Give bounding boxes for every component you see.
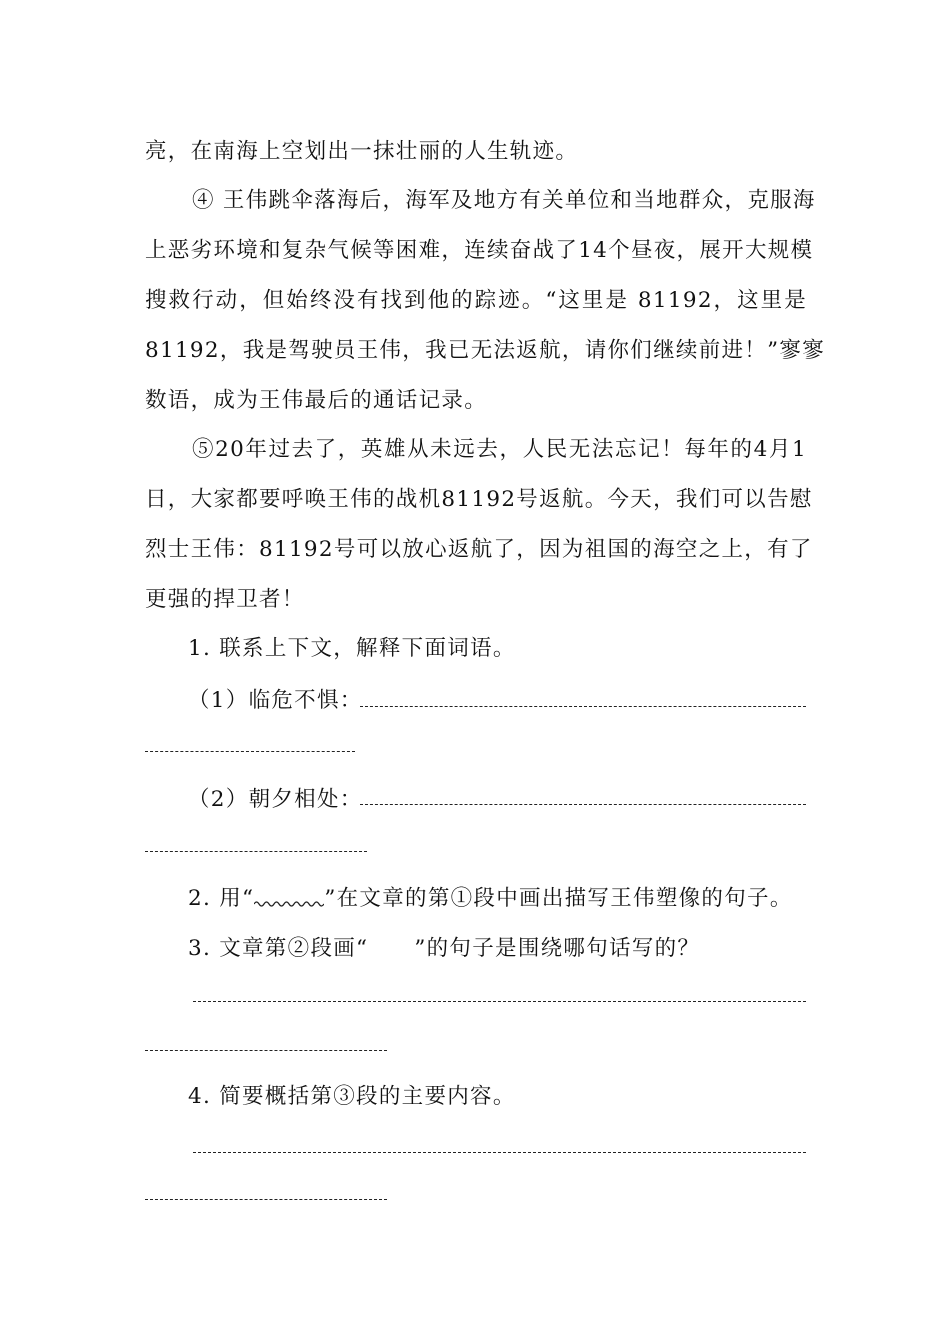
paragraph-5-line-4: 更强的捍卫者！ xyxy=(145,587,305,612)
paragraph-5-line-1: ⑤20年过去了，英雄从未远去，人民无法忘记！每年的4月1 xyxy=(192,437,807,462)
answer-line[interactable] xyxy=(193,1001,806,1002)
wavy-underline-symbol xyxy=(254,899,324,909)
passage-line: 亮，在南海上空划出一抹壮丽的人生轨迹。 xyxy=(145,139,579,164)
question-3-text-before: 3. 文章第②段画“ xyxy=(188,936,369,961)
answer-line[interactable] xyxy=(145,1050,387,1051)
answer-line[interactable] xyxy=(193,1152,806,1153)
answer-line[interactable] xyxy=(360,706,806,707)
paragraph-5-line-2: 日，大家都要呼唤王伟的战机81192号返航。今天，我们可以告慰 xyxy=(145,487,813,512)
paragraph-4-line-2: 上恶劣环境和复杂气候等困难，连续奋战了14个昼夜，展开大规模 xyxy=(145,238,814,263)
question-2-text-after: ”在文章的第①段中画出描写王伟塑像的句子。 xyxy=(324,886,793,911)
question-3 xyxy=(188,934,808,964)
answer-line[interactable] xyxy=(360,804,806,805)
paragraph-4-line-5: 数语，成为王伟最后的通话记录。 xyxy=(145,388,488,413)
question-1-item-1-label: （1）临危不惧： xyxy=(188,688,363,713)
question-1: 1. 联系上下文，解释下面词语。 xyxy=(188,636,516,661)
question-2-text-before: 2. 用“ xyxy=(188,886,255,911)
paragraph-4-line-4: 81192，我是驾驶员王伟，我已无法返航，请你们继续前进！”寥寥 xyxy=(145,338,825,363)
question-3-text-after: ”的句子是围绕哪句话写的？ xyxy=(414,936,701,961)
answer-line[interactable] xyxy=(145,751,355,752)
question-2 xyxy=(188,884,808,914)
paragraph-5-line-3: 烈士王伟：81192号可以放心返航了，因为祖国的海空之上，有了 xyxy=(145,537,813,562)
paragraph-4-line-3: 搜救行动，但始终没有找到他的踪迹。“这里是 81192，这里是 xyxy=(145,288,807,313)
question-1-item-2-label: （2）朝夕相处： xyxy=(188,787,363,812)
paragraph-4-line-1: ④ 王伟跳伞落海后，海军及地方有关单位和当地群众，克服海 xyxy=(192,188,816,213)
question-4: 4. 简要概括第③段的主要内容。 xyxy=(188,1084,516,1109)
answer-line[interactable] xyxy=(145,851,367,852)
answer-line[interactable] xyxy=(145,1199,387,1200)
